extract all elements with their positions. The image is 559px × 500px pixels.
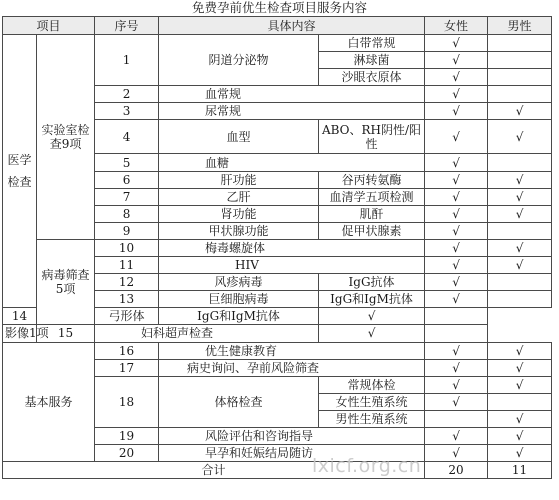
sub-item-cell: 淋球菌 [319, 52, 425, 69]
item-cell: 弓形体 [95, 308, 159, 325]
group-virus: 病毒筛查5项 [37, 239, 95, 324]
item-cell: 风疹病毒 [159, 274, 319, 291]
female-check: √ [425, 257, 488, 274]
group-imaging: 影像1项 [3, 325, 37, 342]
female-check: √ [425, 239, 488, 256]
seq-cell: 11 [95, 257, 159, 274]
item-cell: 病史询问、孕前风险筛查 [159, 359, 425, 376]
header-seq: 序号 [95, 17, 159, 35]
item-cell: 甲状腺功能 [159, 222, 319, 239]
male-check [488, 154, 552, 171]
female-check: √ [319, 325, 425, 342]
female-check: √ [425, 86, 488, 103]
item-cell: 早孕和妊娠结局随访 [159, 445, 425, 462]
table-row [3, 342, 552, 359]
sub-item-cell: ABO、RH阴性/阳性 [319, 120, 425, 154]
sub-item-cell: IgG抗体 [319, 274, 425, 291]
header-female: 女性 [425, 17, 488, 35]
male-check: √ [488, 376, 552, 393]
item-cell: 阴道分泌物 [159, 35, 319, 86]
seq-cell: 3 [95, 103, 159, 120]
female-check: √ [425, 188, 488, 205]
male-check: √ [488, 103, 552, 120]
item-cell: 血常规 [159, 86, 425, 103]
male-check [425, 325, 488, 342]
seq-cell: 18 [95, 376, 159, 427]
male-check [488, 222, 552, 239]
seq-cell: 15 [37, 325, 95, 342]
female-check: √ [425, 154, 488, 171]
item-cell: 梅毒螺旋体 [159, 239, 425, 256]
female-check: √ [425, 205, 488, 222]
female-check: √ [425, 103, 488, 120]
total-row [3, 462, 552, 479]
male-check: √ [488, 445, 552, 462]
seq-cell: 9 [95, 222, 159, 239]
seq-cell: 6 [95, 171, 159, 188]
female-check: √ [425, 359, 488, 376]
male-check [488, 35, 552, 52]
sub-item-cell: 男性生殖系统 [319, 410, 425, 427]
seq-cell: 1 [95, 35, 159, 86]
page-title: 免费孕前优生检查项目服务内容 [191, 0, 367, 15]
item-cell: 风险评估和咨询指导 [159, 427, 425, 444]
sub-item-cell: 女性生殖系统 [319, 393, 425, 410]
sub-item-cell: 谷丙转氨酶 [319, 171, 425, 188]
header-content: 具体内容 [159, 17, 425, 35]
seq-cell: 2 [95, 86, 159, 103]
seq-cell: 13 [95, 291, 159, 308]
male-check: √ [488, 410, 552, 427]
sub-item-cell: 肌酐 [319, 205, 425, 222]
checkup-table [2, 16, 552, 479]
sub-item-cell: 白带常规 [319, 35, 425, 52]
sub-item-cell: IgG和IgM抗体 [319, 291, 425, 308]
seq-cell: 17 [95, 359, 159, 376]
item-cell: 优生健康教育 [159, 342, 425, 359]
item-cell: 妇科超声检查 [95, 325, 319, 342]
male-check: √ [488, 359, 552, 376]
seq-cell: 16 [95, 342, 159, 359]
group-lab: 实验室检查9项 [37, 35, 95, 240]
female-check: √ [425, 376, 488, 393]
male-check [488, 86, 552, 103]
male-check: √ [488, 239, 552, 256]
female-check: √ [425, 342, 488, 359]
item-cell: 体格检查 [159, 376, 319, 427]
item-cell: 肝功能 [159, 171, 319, 188]
watermark: lxicf.org.cn [312, 455, 422, 477]
header-male: 男性 [488, 17, 552, 35]
item-cell: 血型 [159, 120, 319, 154]
female-check: √ [425, 222, 488, 239]
sub-item-cell: 沙眼衣原体 [319, 69, 425, 86]
seq-cell: 14 [3, 308, 37, 325]
male-check [488, 52, 552, 69]
female-check [425, 410, 488, 427]
seq-cell: 7 [95, 188, 159, 205]
female-check: √ [425, 427, 488, 444]
item-cell: 尿常规 [159, 103, 425, 120]
male-check [488, 291, 552, 308]
sub-item-cell: 血清学五项检测 [319, 188, 425, 205]
male-check: √ [488, 427, 552, 444]
female-check: √ [425, 393, 488, 410]
header-project: 项目 [3, 17, 95, 35]
male-check [488, 393, 552, 410]
item-cell: 乙肝 [159, 188, 319, 205]
male-check: √ [488, 257, 552, 274]
male-check [488, 274, 552, 291]
male-check [488, 69, 552, 86]
seq-cell: 20 [95, 445, 159, 462]
total-label: 合计 [3, 462, 425, 479]
male-check: √ [488, 171, 552, 188]
item-cell: 巨细胞病毒 [159, 291, 319, 308]
female-check: √ [425, 52, 488, 69]
seq-cell: 8 [95, 205, 159, 222]
female-check: √ [425, 291, 488, 308]
seq-cell: 4 [95, 120, 159, 154]
table-row [3, 239, 552, 256]
female-check: √ [425, 445, 488, 462]
item-cell: 肾功能 [159, 205, 319, 222]
female-check: √ [425, 120, 488, 154]
male-check: √ [488, 342, 552, 359]
sub-item-cell: 促甲状腺素 [319, 222, 425, 239]
item-cell: HIV [159, 257, 425, 274]
sub-item-cell: IgG和IgM抗体 [159, 308, 319, 325]
male-check: √ [488, 188, 552, 205]
table-row [3, 35, 552, 52]
female-check: √ [425, 69, 488, 86]
total-female: 20 [425, 462, 488, 479]
female-check: √ [319, 308, 425, 325]
total-male: 11 [488, 462, 552, 479]
seq-cell: 10 [95, 239, 159, 256]
item-cell: 血糖 [159, 154, 425, 171]
seq-cell: 19 [95, 427, 159, 444]
group-medical: 医学检查 [3, 35, 37, 308]
seq-cell: 5 [95, 154, 159, 171]
header-row [3, 17, 552, 35]
female-check: √ [425, 171, 488, 188]
male-check: √ [488, 120, 552, 154]
table-row [3, 325, 552, 342]
female-check: √ [425, 35, 488, 52]
female-check: √ [425, 274, 488, 291]
male-check [425, 308, 488, 325]
seq-cell: 12 [95, 274, 159, 291]
group-basic: 基本服务 [3, 342, 95, 462]
sub-item-cell: 常规体检 [319, 376, 425, 393]
male-check: √ [488, 205, 552, 222]
